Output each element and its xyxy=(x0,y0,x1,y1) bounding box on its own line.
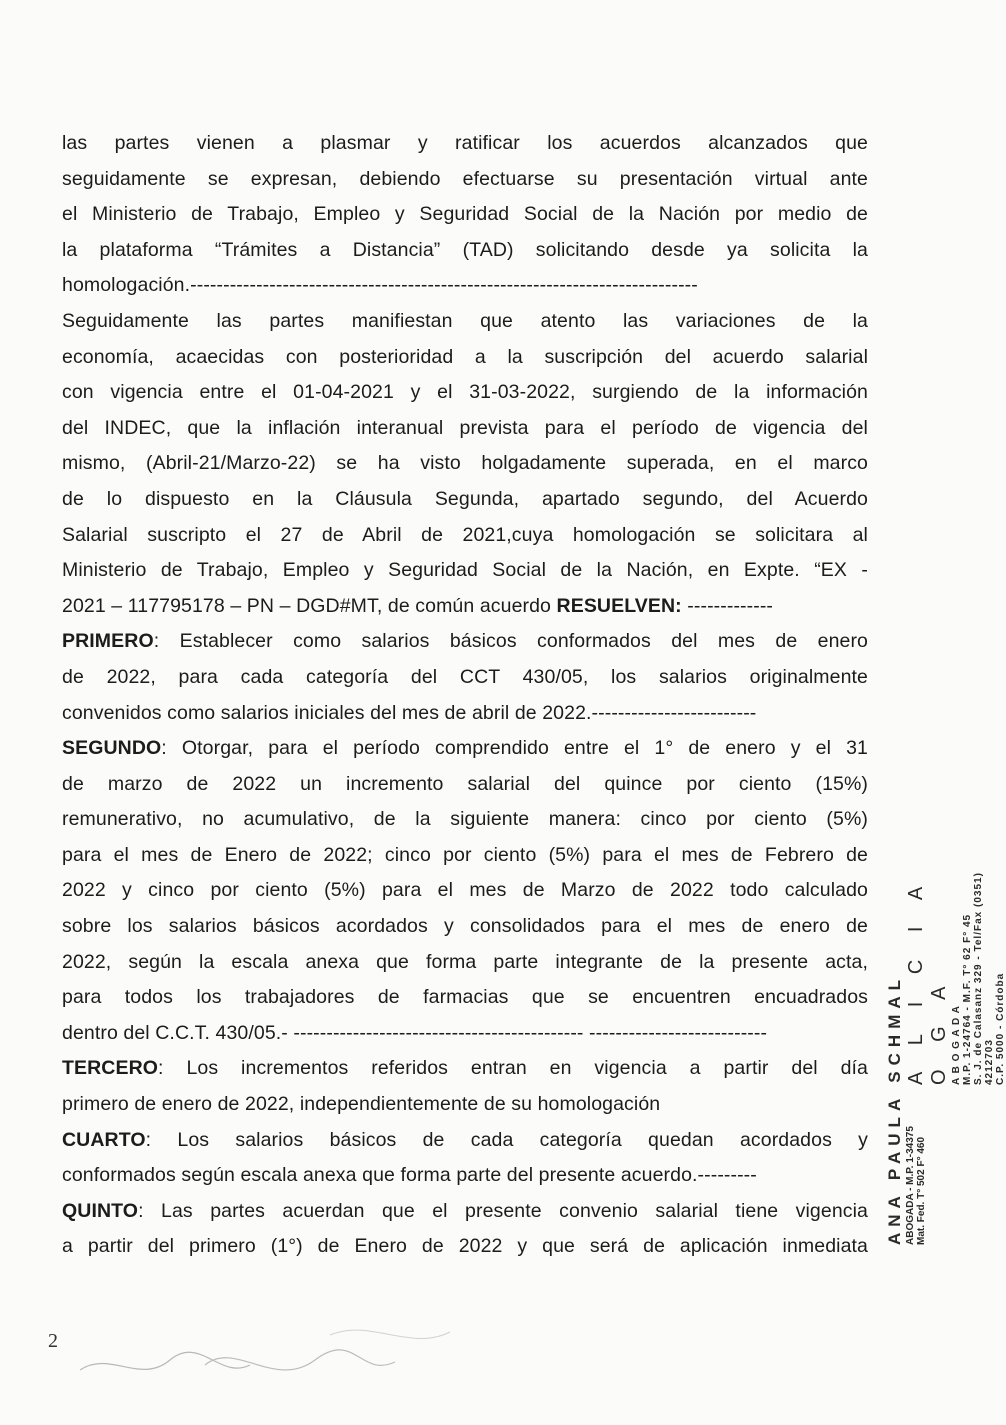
clause-heading: SEGUNDO xyxy=(62,737,162,760)
text-line: de 2022, para cada categoría del CCT 430/05, los salarios originalmente xyxy=(62,665,868,688)
text-line: seguidamente se expresan, debiendo efectuarse su presentación virtual ante xyxy=(62,167,868,190)
stamp-line: Mat. Fed. T° 502 F° 460 xyxy=(916,1136,927,1245)
signature-scribble xyxy=(330,1330,450,1338)
page-number: 2 xyxy=(48,1330,58,1352)
text-line: Ministerio de Trabajo, Empleo y Seguridad Social de la Nación, en Expte. “EX - xyxy=(62,559,868,582)
text-line: a partir del primero (1°) de Enero de 2022 y que será de aplicación inmediata xyxy=(62,1235,868,1258)
stamp-line: ABOGADA - M.P. 1-34375 xyxy=(905,1126,916,1245)
text-line: las partes vienen a plasmar y ratificar los acuerdos alcanzados que xyxy=(62,132,868,154)
text-line: remunerativo, no acumulativo, de la siguiente manera: cinco por ciento (5%) xyxy=(62,808,868,831)
clause-heading: QUINTO xyxy=(62,1199,139,1222)
text-line: mismo, (Abril-21/Marzo-22) se ha visto holgadamente superada, en el marco xyxy=(62,452,868,475)
clause-text: : Las partes acuerdan que el presente convenio salarial tiene vigencia xyxy=(138,1199,868,1222)
text-line: para el mes de Enero de 2022; cinco por ciento (5%) para el mes de Febrero de xyxy=(62,843,868,866)
stamp-line: M.P. 1-24764 - M.F. T° 62 F° 45 xyxy=(962,913,973,1085)
text-line: del INDEC, que la inflación interanual prevista para el período de vigencia del xyxy=(62,416,868,439)
text-line: Salarial suscripto el 27 de Abril de 2021,cuya homologación se solicitara al xyxy=(62,523,868,546)
text-line: economía, acaecidas con posterioridad a la suscripción del acuerdo salarial xyxy=(62,345,868,368)
text-line: el Ministerio de Trabajo, Empleo y Seguridad Social de la Nación por medio de xyxy=(62,203,868,226)
clause-text: : Establecer como salarios básicos conformados del mes de enero xyxy=(153,630,868,653)
clause-segundo xyxy=(62,731,868,767)
text-line: para todos los trabajadores de farmacias que se encuentren encuadrados xyxy=(62,986,868,1009)
text-line xyxy=(62,589,868,625)
clause-cuarto xyxy=(62,1123,868,1159)
text-line: primero de enero de 2022, independientemente de su homologación xyxy=(62,1093,661,1116)
text-line: con vigencia entre el 01-04-2021 y el 31-03-2022, surgiendo de la información xyxy=(62,381,868,404)
clause-heading: TERCERO xyxy=(62,1057,159,1080)
stamp-name: ANA PAULA SCHMAL xyxy=(885,973,904,1245)
stamp-line: A B O G A D A xyxy=(951,1005,962,1085)
text-line: sobre los salarios básicos acordados y consolidados para el mes de enero de xyxy=(62,915,868,938)
clause-heading: PRIMERO xyxy=(62,630,154,653)
stamp-line: S. J. de Calasanz 329 - Tel/Fax (0351) 4212703 xyxy=(973,872,995,1085)
text-line: 2022, según la escala anexa que forma parte integrante de la presente acta, xyxy=(62,950,868,973)
text-line: la plataforma “Trámites a Distancia” (TAD) solicitando desde ya solicita la xyxy=(62,238,868,261)
expediente-text: 2021 – 117795178 – PN – DGD#MT, de común acuerdo xyxy=(62,594,551,617)
clause-text: : Otorgar, para el período comprendido entre el 1° de enero y el 31 xyxy=(161,737,868,760)
text-line: dentro del C.C.T. 430/05.- -------------------------------------------- --------------------------- xyxy=(62,1021,768,1044)
clause-primero xyxy=(62,624,868,660)
clause-text: : Los incrementos referidos entran en vigencia a partir del día xyxy=(158,1057,868,1080)
stamp-line: C.P. 5000 - Córdoba xyxy=(995,972,1006,1085)
text-line: homologación.----------------------------------------------------------------------------- xyxy=(62,274,698,297)
signature-scribble xyxy=(80,1352,250,1370)
signature-scribble xyxy=(205,1350,395,1370)
clause-quinto xyxy=(62,1194,868,1230)
stamp-name: A L I C I A O G A xyxy=(905,876,950,1085)
text-line: de lo dispuesto en la Cláusula Segunda, apartado segundo, del Acuerdo xyxy=(62,487,868,510)
clause-heading: CUARTO xyxy=(62,1128,146,1151)
text-line: de marzo de 2022 un incremento salarial del quince por ciento (15%) xyxy=(62,772,868,795)
text-line: convenidos como salarios iniciales del mes de abril de 2022.------------------------- xyxy=(62,701,757,724)
text-line: 2022 y cinco por ciento (5%) para el mes de Marzo de 2022 todo calculado xyxy=(62,879,868,902)
text-line: conformados según escala anexa que forma parte del presente acuerdo.--------- xyxy=(62,1164,757,1187)
document-body xyxy=(62,126,868,1265)
lawyer-stamp-ana xyxy=(885,845,927,1245)
clause-tercero xyxy=(62,1051,868,1087)
clause-text: : Los salarios básicos de cada categoría quedan acordados y xyxy=(145,1128,868,1151)
dash-filler: ------------- xyxy=(681,594,774,617)
text-line: Seguidamente las partes manifiestan que atento las variaciones de la xyxy=(62,309,868,332)
resuelven-label: RESUELVEN: xyxy=(556,594,682,617)
